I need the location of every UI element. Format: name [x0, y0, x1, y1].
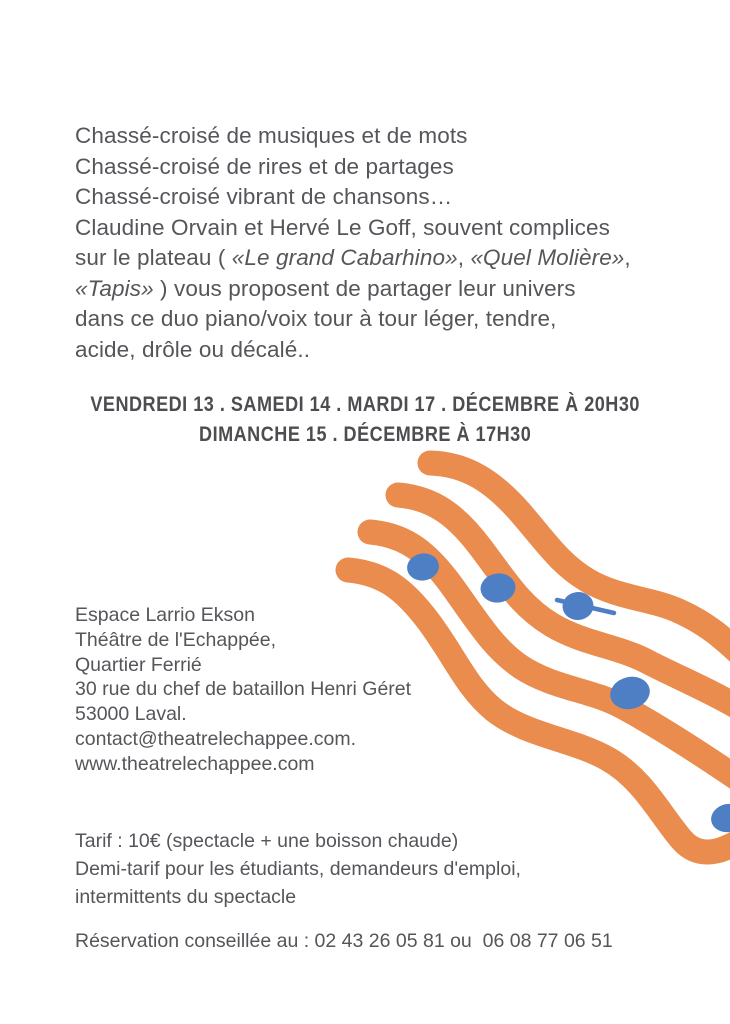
- note-blob: [405, 551, 441, 583]
- text-segment: acide, drôle ou décalé..: [75, 336, 311, 362]
- schedule-line-2: DIMANCHE 15 . DÉCEMBRE À 17H30: [198, 422, 532, 446]
- text-segment: ,: [457, 245, 471, 270]
- note-blob: [607, 673, 654, 714]
- text-segment: Chassé-croisé vibrant de chansons…: [75, 184, 453, 209]
- text-segment: sur le plateau (: [75, 245, 232, 270]
- intro-paragraph: [75, 121, 665, 365]
- pricing-info: [75, 827, 521, 911]
- intro-line: [75, 274, 665, 305]
- address-line: 53000 Laval.: [75, 703, 187, 726]
- theatre-name: Théâtre de l'Echappée,: [75, 628, 277, 651]
- pricing-line: Tarif : 10€ (spectacle + une boisson chaude): [75, 830, 459, 852]
- reservation-info: Réservation conseillée au : 02 43 26 05 81 ou 06 08 77 06 51: [75, 930, 613, 952]
- note-blob: [561, 590, 595, 621]
- pricing-line: intermittents du spectacle: [75, 886, 297, 908]
- show-title: «Tapis»: [75, 275, 154, 301]
- text-segment: Claudine Orvain et Hervé Le Goff, souvent complices: [75, 214, 610, 240]
- text-segment: ,: [624, 245, 631, 270]
- show-title: «Le grand Cabarhino»: [231, 245, 458, 270]
- wave-stroke: [370, 532, 730, 781]
- note-blob: [708, 801, 730, 835]
- schedule-heading-inner: [90, 389, 640, 449]
- contact-email: contact@theatrelechappee.com.: [75, 727, 357, 750]
- show-title: «Quel Molière»: [470, 245, 625, 270]
- intro-line: [75, 213, 665, 244]
- wave-stroke: [398, 495, 730, 709]
- text-segment: Chassé-croisé de musiques et de mots: [75, 123, 468, 148]
- venue-address: [75, 603, 411, 777]
- address-line: 30 rue du chef de bataillon Henri Géret: [75, 678, 412, 701]
- intro-line: [75, 304, 665, 335]
- text-segment: dans ce duo piano/voix tour à tour léger, tendre,: [75, 306, 557, 331]
- intro-line: [75, 182, 665, 213]
- blue-note-dots-icon: [405, 551, 730, 835]
- intro-line: [75, 335, 665, 366]
- intro-line: [75, 243, 665, 274]
- text-segment: ) vous proposent de partager leur univers: [153, 275, 576, 301]
- schedule-line-1: VENDREDI 13 . SAMEDI 14 . MARDI 17 . DÉCEMBRE À 20H30: [90, 392, 640, 416]
- wave-stroke: [430, 463, 730, 654]
- pricing-line: Demi-tarif pour les étudiants, demandeurs d'emploi,: [75, 858, 521, 880]
- venue-name: Espace Larrio Ekson: [75, 604, 255, 626]
- address-line: Quartier Ferrié: [75, 653, 202, 676]
- text-segment: Chassé-croisé de rires et de partages: [75, 153, 454, 179]
- note-blob: [479, 571, 518, 605]
- intro-line: [75, 152, 665, 183]
- intro-line: [75, 121, 665, 152]
- note-stem: [557, 600, 614, 613]
- website-url: www.theatrelechappee.com: [75, 752, 315, 775]
- schedule-heading: [0, 389, 730, 449]
